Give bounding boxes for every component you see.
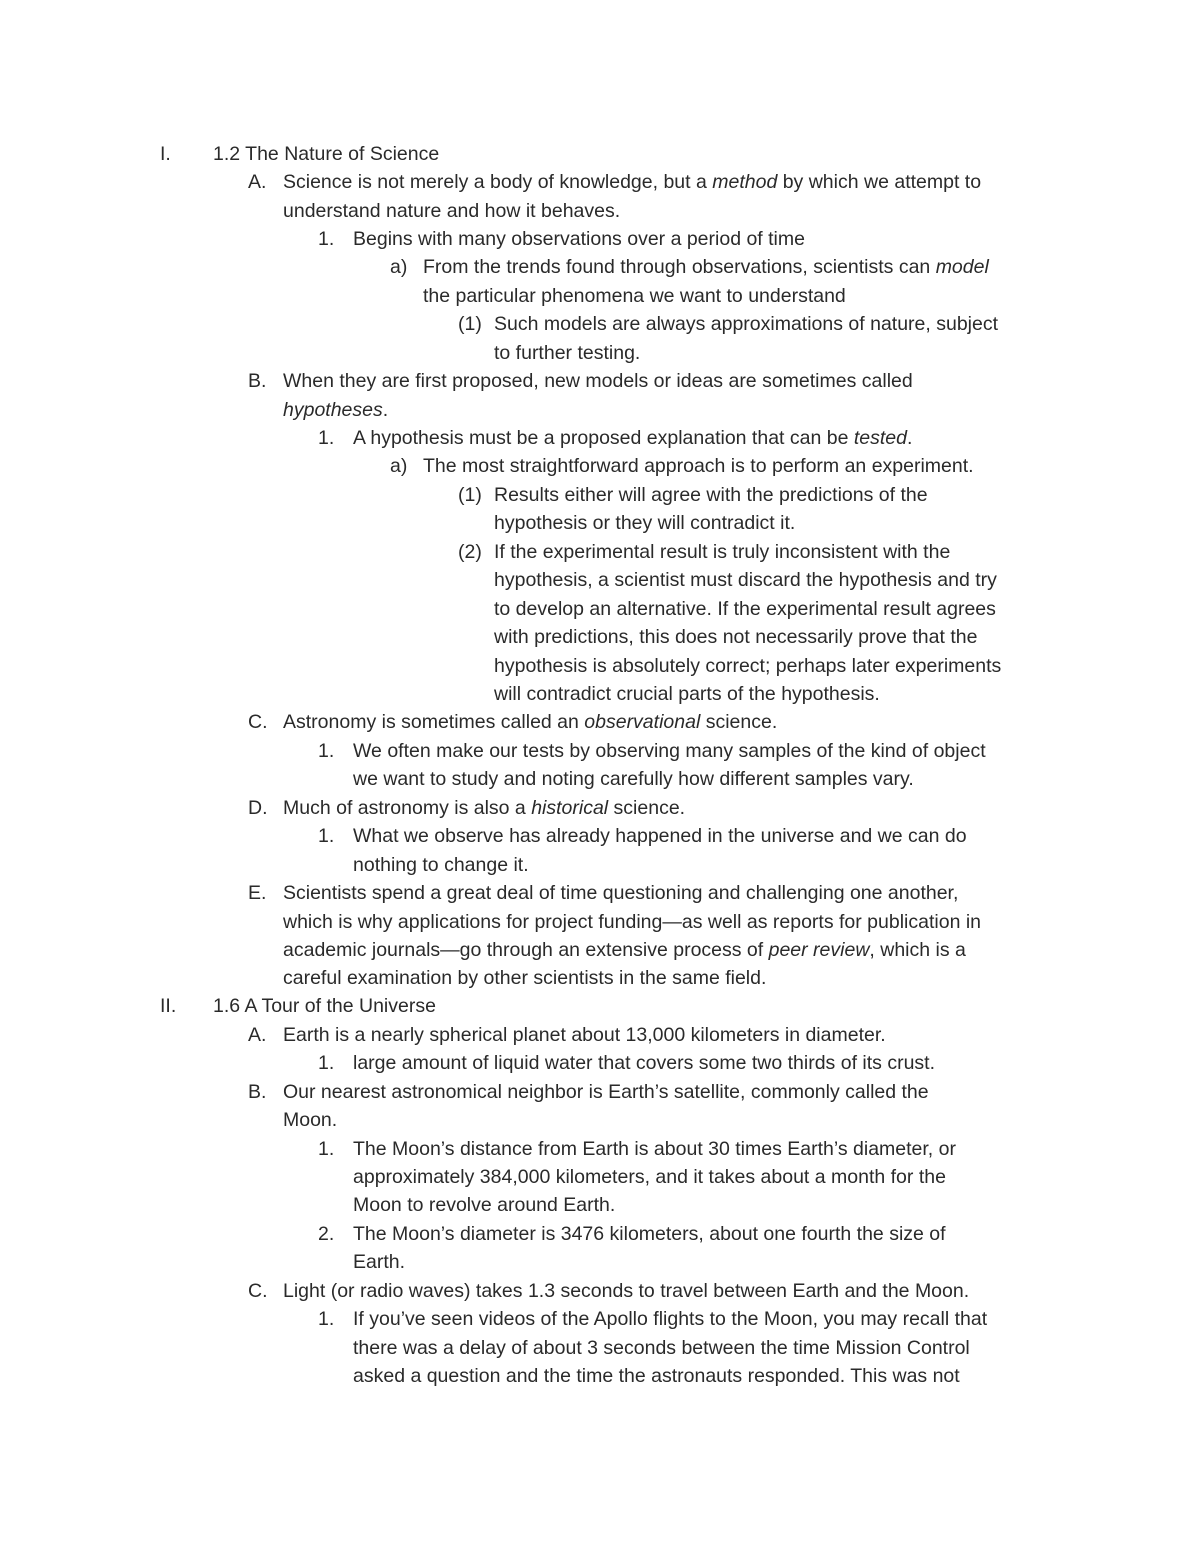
outline-text bbox=[283, 964, 766, 992]
outline-text bbox=[213, 140, 439, 168]
emphasized-term: tested bbox=[853, 427, 907, 449]
outline-text bbox=[283, 1021, 886, 1049]
outline-marker: a) bbox=[390, 455, 408, 477]
text-segment: From the trends found through observations, scientists can bbox=[423, 256, 936, 278]
outline-marker: B. bbox=[248, 1081, 267, 1103]
text-segment: nothing to change it. bbox=[353, 854, 529, 876]
outline-text bbox=[283, 708, 777, 736]
outline-text bbox=[494, 339, 640, 367]
text-segment: Our nearest astronomical neighbor is Earth’s satellite, commonly called the bbox=[283, 1081, 929, 1103]
outline-text bbox=[283, 168, 981, 196]
text-segment: Astronomy is sometimes called an bbox=[283, 711, 585, 733]
outline-text bbox=[353, 737, 986, 765]
outline-marker: D. bbox=[248, 797, 268, 819]
text-segment: Begins with many observations over a period of time bbox=[353, 228, 805, 250]
outline-text bbox=[353, 851, 529, 879]
text-segment: When they are first proposed, new models or ideas are sometimes called bbox=[283, 370, 913, 392]
outline-marker: 1. bbox=[318, 1308, 335, 1330]
outline-text bbox=[283, 1078, 929, 1106]
outline-text bbox=[353, 225, 805, 253]
outline-text bbox=[283, 396, 388, 424]
text-segment: Light (or radio waves) takes 1.3 seconds to travel between Earth and the Moon. bbox=[283, 1280, 970, 1302]
outline-marker: II. bbox=[160, 995, 177, 1017]
outline-text bbox=[494, 595, 996, 623]
outline-marker: 1. bbox=[318, 740, 335, 762]
emphasized-term: peer review bbox=[768, 939, 870, 961]
outline-text bbox=[283, 367, 913, 395]
text-segment: Much of astronomy is also a bbox=[283, 797, 532, 819]
emphasized-term: method bbox=[712, 171, 778, 193]
text-segment: Such models are always approximations of nature, subject bbox=[494, 313, 999, 335]
text-segment: academic journals—go through an extensive process of bbox=[283, 939, 769, 961]
outline-text bbox=[283, 1277, 969, 1305]
outline-marker: C. bbox=[248, 1280, 268, 1302]
outline-marker: (2) bbox=[458, 541, 482, 563]
text-segment: to further testing. bbox=[494, 342, 641, 364]
text-segment: which is why applications for project funding—as well as reports for publication in bbox=[283, 911, 982, 933]
outline-text bbox=[353, 1248, 405, 1276]
outline-text bbox=[283, 908, 981, 936]
text-segment: the particular phenomena we want to understand bbox=[423, 285, 846, 307]
text-segment: we want to study and noting carefully how different samples vary. bbox=[353, 768, 914, 790]
text-segment: If the experimental result is truly inconsistent with the bbox=[494, 541, 951, 563]
outline-text bbox=[494, 566, 997, 594]
outline-marker: A. bbox=[248, 1024, 267, 1046]
text-segment: Results either will agree with the predictions of the bbox=[494, 484, 928, 506]
outline-text bbox=[353, 1334, 970, 1362]
outline-text bbox=[353, 1163, 946, 1191]
outline-text bbox=[494, 680, 880, 708]
outline-text bbox=[353, 765, 914, 793]
text-segment: science. bbox=[608, 797, 686, 819]
outline-text bbox=[353, 822, 967, 850]
outline-text bbox=[494, 652, 1001, 680]
text-segment: hypothesis or they will contradict it. bbox=[494, 512, 796, 534]
outline-marker: (1) bbox=[458, 484, 482, 506]
outline-marker: (1) bbox=[458, 313, 482, 335]
outline-text bbox=[423, 452, 974, 480]
outline-text bbox=[353, 424, 912, 452]
outline-marker: a) bbox=[390, 256, 408, 278]
text-segment: What we observe has already happened in the universe and we can do bbox=[353, 825, 967, 847]
outline-marker: C. bbox=[248, 711, 268, 733]
text-segment: Earth. bbox=[353, 1251, 406, 1273]
text-segment: hypothesis is absolutely correct; perhaps later experiments bbox=[494, 655, 1002, 677]
outline-text bbox=[353, 1220, 946, 1248]
text-segment: large amount of liquid water that covers some two thirds of its crust. bbox=[353, 1052, 936, 1074]
outline-text bbox=[494, 509, 795, 537]
text-segment: The most straightforward approach is to perform an experiment. bbox=[423, 455, 974, 477]
text-segment: careful examination by other scientists in the same field. bbox=[283, 967, 767, 989]
emphasized-term: observational bbox=[584, 711, 701, 733]
outline-marker: B. bbox=[248, 370, 267, 392]
text-segment: understand nature and how it behaves. bbox=[283, 200, 621, 222]
outline-marker: 1. bbox=[318, 1052, 335, 1074]
outline-text bbox=[423, 253, 989, 281]
text-segment: to develop an alternative. If the experimental result agrees bbox=[494, 598, 996, 620]
text-segment: asked a question and the time the astronauts responded. This was not bbox=[353, 1365, 960, 1387]
outline-marker: 1. bbox=[318, 228, 335, 250]
text-segment: Moon to revolve around Earth. bbox=[353, 1194, 616, 1216]
outline-marker: 1. bbox=[318, 1138, 335, 1160]
text-segment: will contradict crucial parts of the hypothesis. bbox=[494, 683, 880, 705]
outline-text bbox=[283, 936, 966, 964]
outline-text bbox=[494, 623, 977, 651]
text-segment: Moon. bbox=[283, 1109, 338, 1131]
text-segment: The Moon’s distance from Earth is about 30 times Earth’s diameter, or bbox=[353, 1138, 956, 1160]
emphasized-term: hypotheses bbox=[283, 399, 383, 421]
text-segment: 1.6 A Tour of the Universe bbox=[213, 995, 436, 1017]
emphasized-term: model bbox=[935, 256, 989, 278]
text-segment: Scientists spend a great deal of time questioning and challenging one another, bbox=[283, 882, 959, 904]
outline-text bbox=[494, 538, 950, 566]
text-segment: We often make our tests by observing many samples of the kind of object bbox=[353, 740, 986, 762]
text-segment: hypothesis, a scientist must discard the hypothesis and try bbox=[494, 569, 997, 591]
outline-text bbox=[353, 1305, 987, 1333]
outline-text bbox=[283, 1106, 337, 1134]
outline-text bbox=[494, 481, 928, 509]
outline-marker: A. bbox=[248, 171, 267, 193]
outline-text bbox=[283, 794, 685, 822]
outline-text bbox=[423, 282, 846, 310]
outline-marker: E. bbox=[248, 882, 267, 904]
text-segment: 1.2 The Nature of Science bbox=[213, 143, 440, 165]
outline-text bbox=[353, 1191, 615, 1219]
outline-marker: 1. bbox=[318, 825, 335, 847]
emphasized-term: historical bbox=[531, 797, 609, 819]
outline-text bbox=[283, 879, 958, 907]
outline-text bbox=[353, 1362, 960, 1390]
text-segment: A hypothesis must be a proposed explanation that can be bbox=[353, 427, 854, 449]
text-segment: . bbox=[382, 399, 389, 421]
text-segment: there was a delay of about 3 seconds between the time Mission Control bbox=[353, 1337, 970, 1359]
outline-marker: 2. bbox=[318, 1223, 335, 1245]
text-segment: with predictions, this does not necessarily prove that the bbox=[494, 626, 978, 648]
outline-text bbox=[283, 197, 620, 225]
text-segment: , which is a bbox=[869, 939, 966, 961]
text-segment: science. bbox=[700, 711, 778, 733]
text-segment: If you’ve seen videos of the Apollo flights to the Moon, you may recall that bbox=[353, 1308, 988, 1330]
text-segment: Earth is a nearly spherical planet about 13,000 kilometers in diameter. bbox=[283, 1024, 886, 1046]
outline-marker: I. bbox=[160, 143, 171, 165]
outline-marker: 1. bbox=[318, 427, 335, 449]
text-segment: approximately 384,000 kilometers, and it takes about a month for the bbox=[353, 1166, 946, 1188]
text-segment: The Moon’s diameter is 3476 kilometers, about one fourth the size of bbox=[353, 1223, 946, 1245]
outline-text bbox=[353, 1135, 956, 1163]
outline-text bbox=[494, 310, 998, 338]
text-segment: Science is not merely a body of knowledge, but a bbox=[283, 171, 713, 193]
text-segment: . bbox=[906, 427, 913, 449]
outline-text bbox=[353, 1049, 935, 1077]
text-segment: by which we attempt to bbox=[777, 171, 982, 193]
outline-text bbox=[213, 992, 436, 1020]
